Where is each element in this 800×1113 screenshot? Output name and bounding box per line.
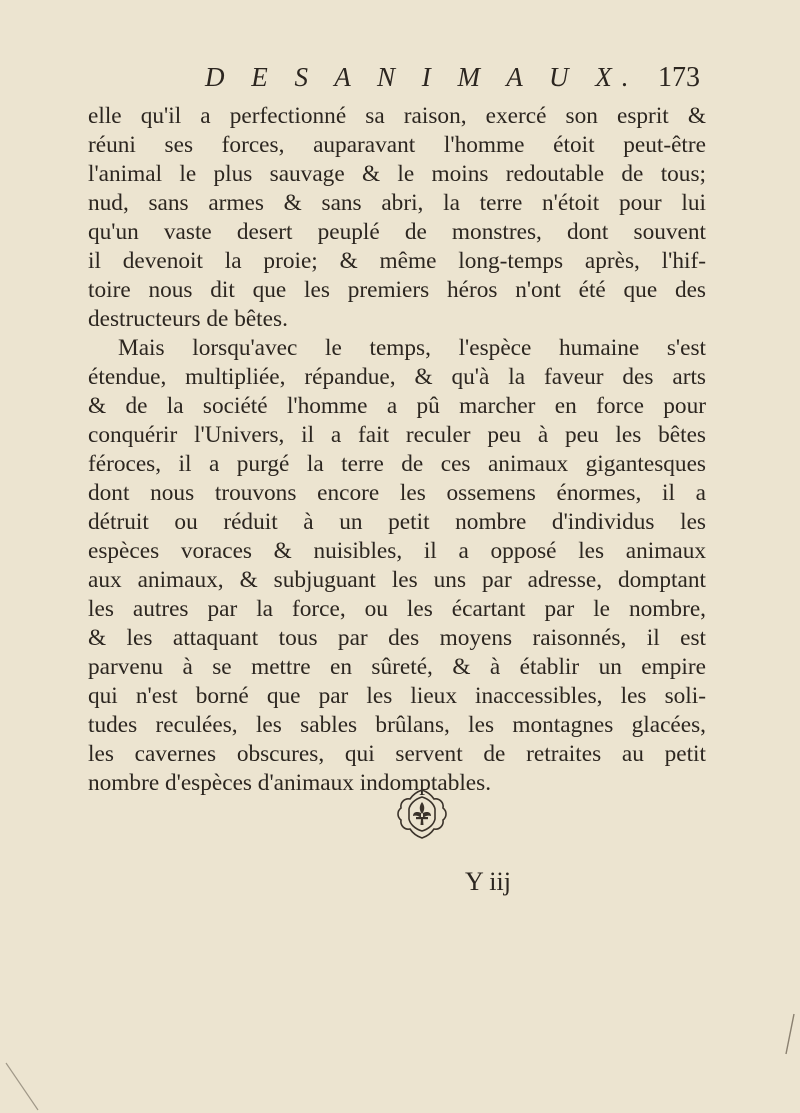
text-line: elle qu'il a perfectionné sa raison, exercé son esprit & xyxy=(88,103,706,129)
text-line: réuni ses forces, auparavant l'homme étoit peut-être xyxy=(88,132,706,158)
text-line: & de la société l'homme a pû marcher en force pour xyxy=(88,393,706,419)
text-line: toire nous dit que les premiers héros n'ont été que des xyxy=(88,277,706,303)
signature-mark: Y iij xyxy=(465,867,511,896)
text-line: les cavernes obscures, qui servent de retraites au petit xyxy=(88,741,706,767)
running-head-title: D E S A N I M A U X. xyxy=(205,62,639,92)
text-line: étendue, multipliée, répandue, & qu'à la faveur des arts xyxy=(88,364,706,390)
text-line: qui n'est borné que par les lieux inaccessibles, les soli- xyxy=(88,683,706,709)
text-line: détruit ou réduit à un petit nombre d'individus les xyxy=(88,509,706,535)
running-head xyxy=(205,62,700,102)
body-text xyxy=(88,102,706,798)
paragraph-1 xyxy=(88,102,706,334)
text-line: nombre d'espèces d'animaux indomptables. xyxy=(88,770,492,796)
text-line: l'animal le plus sauvage & le moins redoutable de tous; xyxy=(88,161,706,187)
paper-speck xyxy=(780,1010,800,1060)
text-line: les autres par la force, ou les écartant par le nombre, xyxy=(88,596,706,622)
text-line: dont nous trouvons encore les ossemens énormes, il a xyxy=(88,480,706,506)
fleur-de-lis-cartouche-icon xyxy=(395,787,449,841)
text-line: conquérir l'Univers, il a fait reculer peu à peu les bêtes xyxy=(88,422,706,448)
text-line: espèces voraces & nuisibles, il a opposé les animaux xyxy=(88,538,706,564)
text-line: féroces, il a purgé la terre de ces animaux gigantesques xyxy=(88,451,706,477)
text-line: destructeurs de bêtes. xyxy=(88,306,288,332)
text-line: parvenu à se mettre en sûreté, & à établir un empire xyxy=(88,654,706,680)
paper-speck xyxy=(0,1060,40,1113)
text-line: Mais lorsqu'avec le temps, l'espèce humaine s'est xyxy=(118,335,706,361)
text-line: nud, sans armes & sans abri, la terre n'étoit pour lui xyxy=(88,190,706,216)
text-line: tudes reculées, les sables brûlans, les montagnes glacées, xyxy=(88,712,706,738)
text-line: & les attaquant tous par des moyens raisonnés, il est xyxy=(88,625,706,651)
text-line: qu'un vaste desert peuplé de monstres, dont souvent xyxy=(88,219,706,245)
text-line: il devenoit la proie; & même long-temps après, l'hif- xyxy=(88,248,706,274)
paragraph-2 xyxy=(88,334,706,798)
page-number: 173 xyxy=(658,62,700,93)
text-line: aux animaux, & subjuguant les uns par adresse, domptant xyxy=(88,567,706,593)
